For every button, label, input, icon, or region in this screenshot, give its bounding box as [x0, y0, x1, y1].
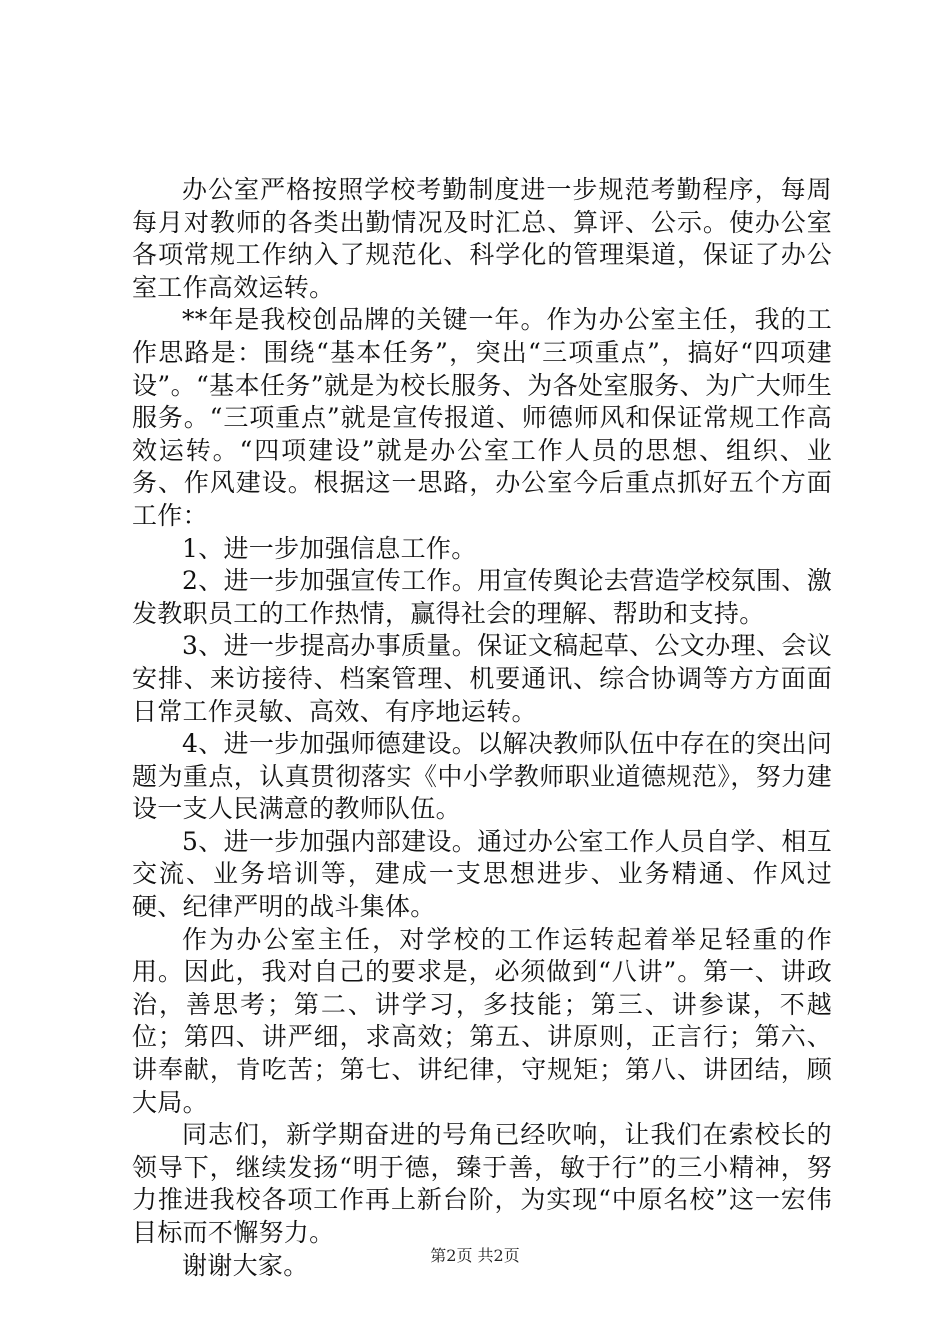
page-number-footer: 第2页 共2页 — [430, 1246, 520, 1265]
paragraph-thanks: 谢谢大家。 — [182, 1250, 309, 1280]
paragraph-work-plan: **年是我校创品牌的关键一年。作为办公室主任，我的工作思路是：围绕“基本任务”，突出“三项重点”，搞好“四项建设”。“基本任务”就是为校长服务、为各处室服务、为广大师生服务。“三项重点”就是宣传报道、师德师风和保证常规工作高效运转。“四项建设”就是办公室工作人员的思想、组织、业务、作风建设。根据这一思路，办公室今后重点抓好五个方面工作： — [132, 305, 832, 530]
list-item-publicity-work: 2、进一步加强宣传工作。用宣传舆论去营造学校氛围、激发教职员工的工作热情，赢得社会的理解、帮助和支持。 — [132, 566, 832, 628]
paragraph-eight-requirements: 作为办公室主任，对学校的工作运转起着举足轻重的作用。因此，我对自己的要求是，必须做到“八讲”。第一、讲政治，善思考；第二、讲学习，多技能；第三、讲参谋，不越位；第四、讲严细，求高效；第五、讲原则，正言行；第六、讲奉献，肯吃苦；第七、讲纪律，守规矩；第八、讲团结，顾大局。 — [132, 924, 832, 1117]
list-item-work-quality: 3、进一步提高办事质量。保证文稿起草、公文办理、会议安排、来访接待、档案管理、机要通讯、综合协调等方方面面日常工作灵敏、高效、有序地运转。 — [132, 631, 832, 726]
paragraph-closing-call: 同志们，新学期奋进的号角已经吹响，让我们在索校长的领导下，继续发扬“明于德，臻于善，敏于行”的三小精神，努力推进我校各项工作再上新台阶，为实现“中原名校”这一宏伟目标而不懈努力。 — [132, 1120, 832, 1247]
list-item-information-work: 1、进一步加强信息工作。 — [182, 533, 477, 563]
paragraph-attendance: 办公室严格按照学校考勤制度进一步规范考勤程序，每周每月对教师的各类出勤情况及时汇总、算评、公示。使办公室各项常规工作纳入了规范化、科学化的管理渠道，保证了办公室工作高效运转。 — [132, 175, 832, 302]
list-item-internal-building: 5、进一步加强内部建设。通过办公室工作人员自学、相互交流、业务培训等，建成一支思想进步、业务精通、作风过硬、纪律严明的战斗集体。 — [132, 826, 832, 922]
list-item-teacher-ethics: 4、进一步加强师德建设。以解决教师队伍中存在的突出问题为重点，认真贯彻落实《中小学教师职业道德规范》，努力建设一支人民满意的教师队伍。 — [132, 729, 832, 824]
document-body — [132, 174, 832, 1282]
